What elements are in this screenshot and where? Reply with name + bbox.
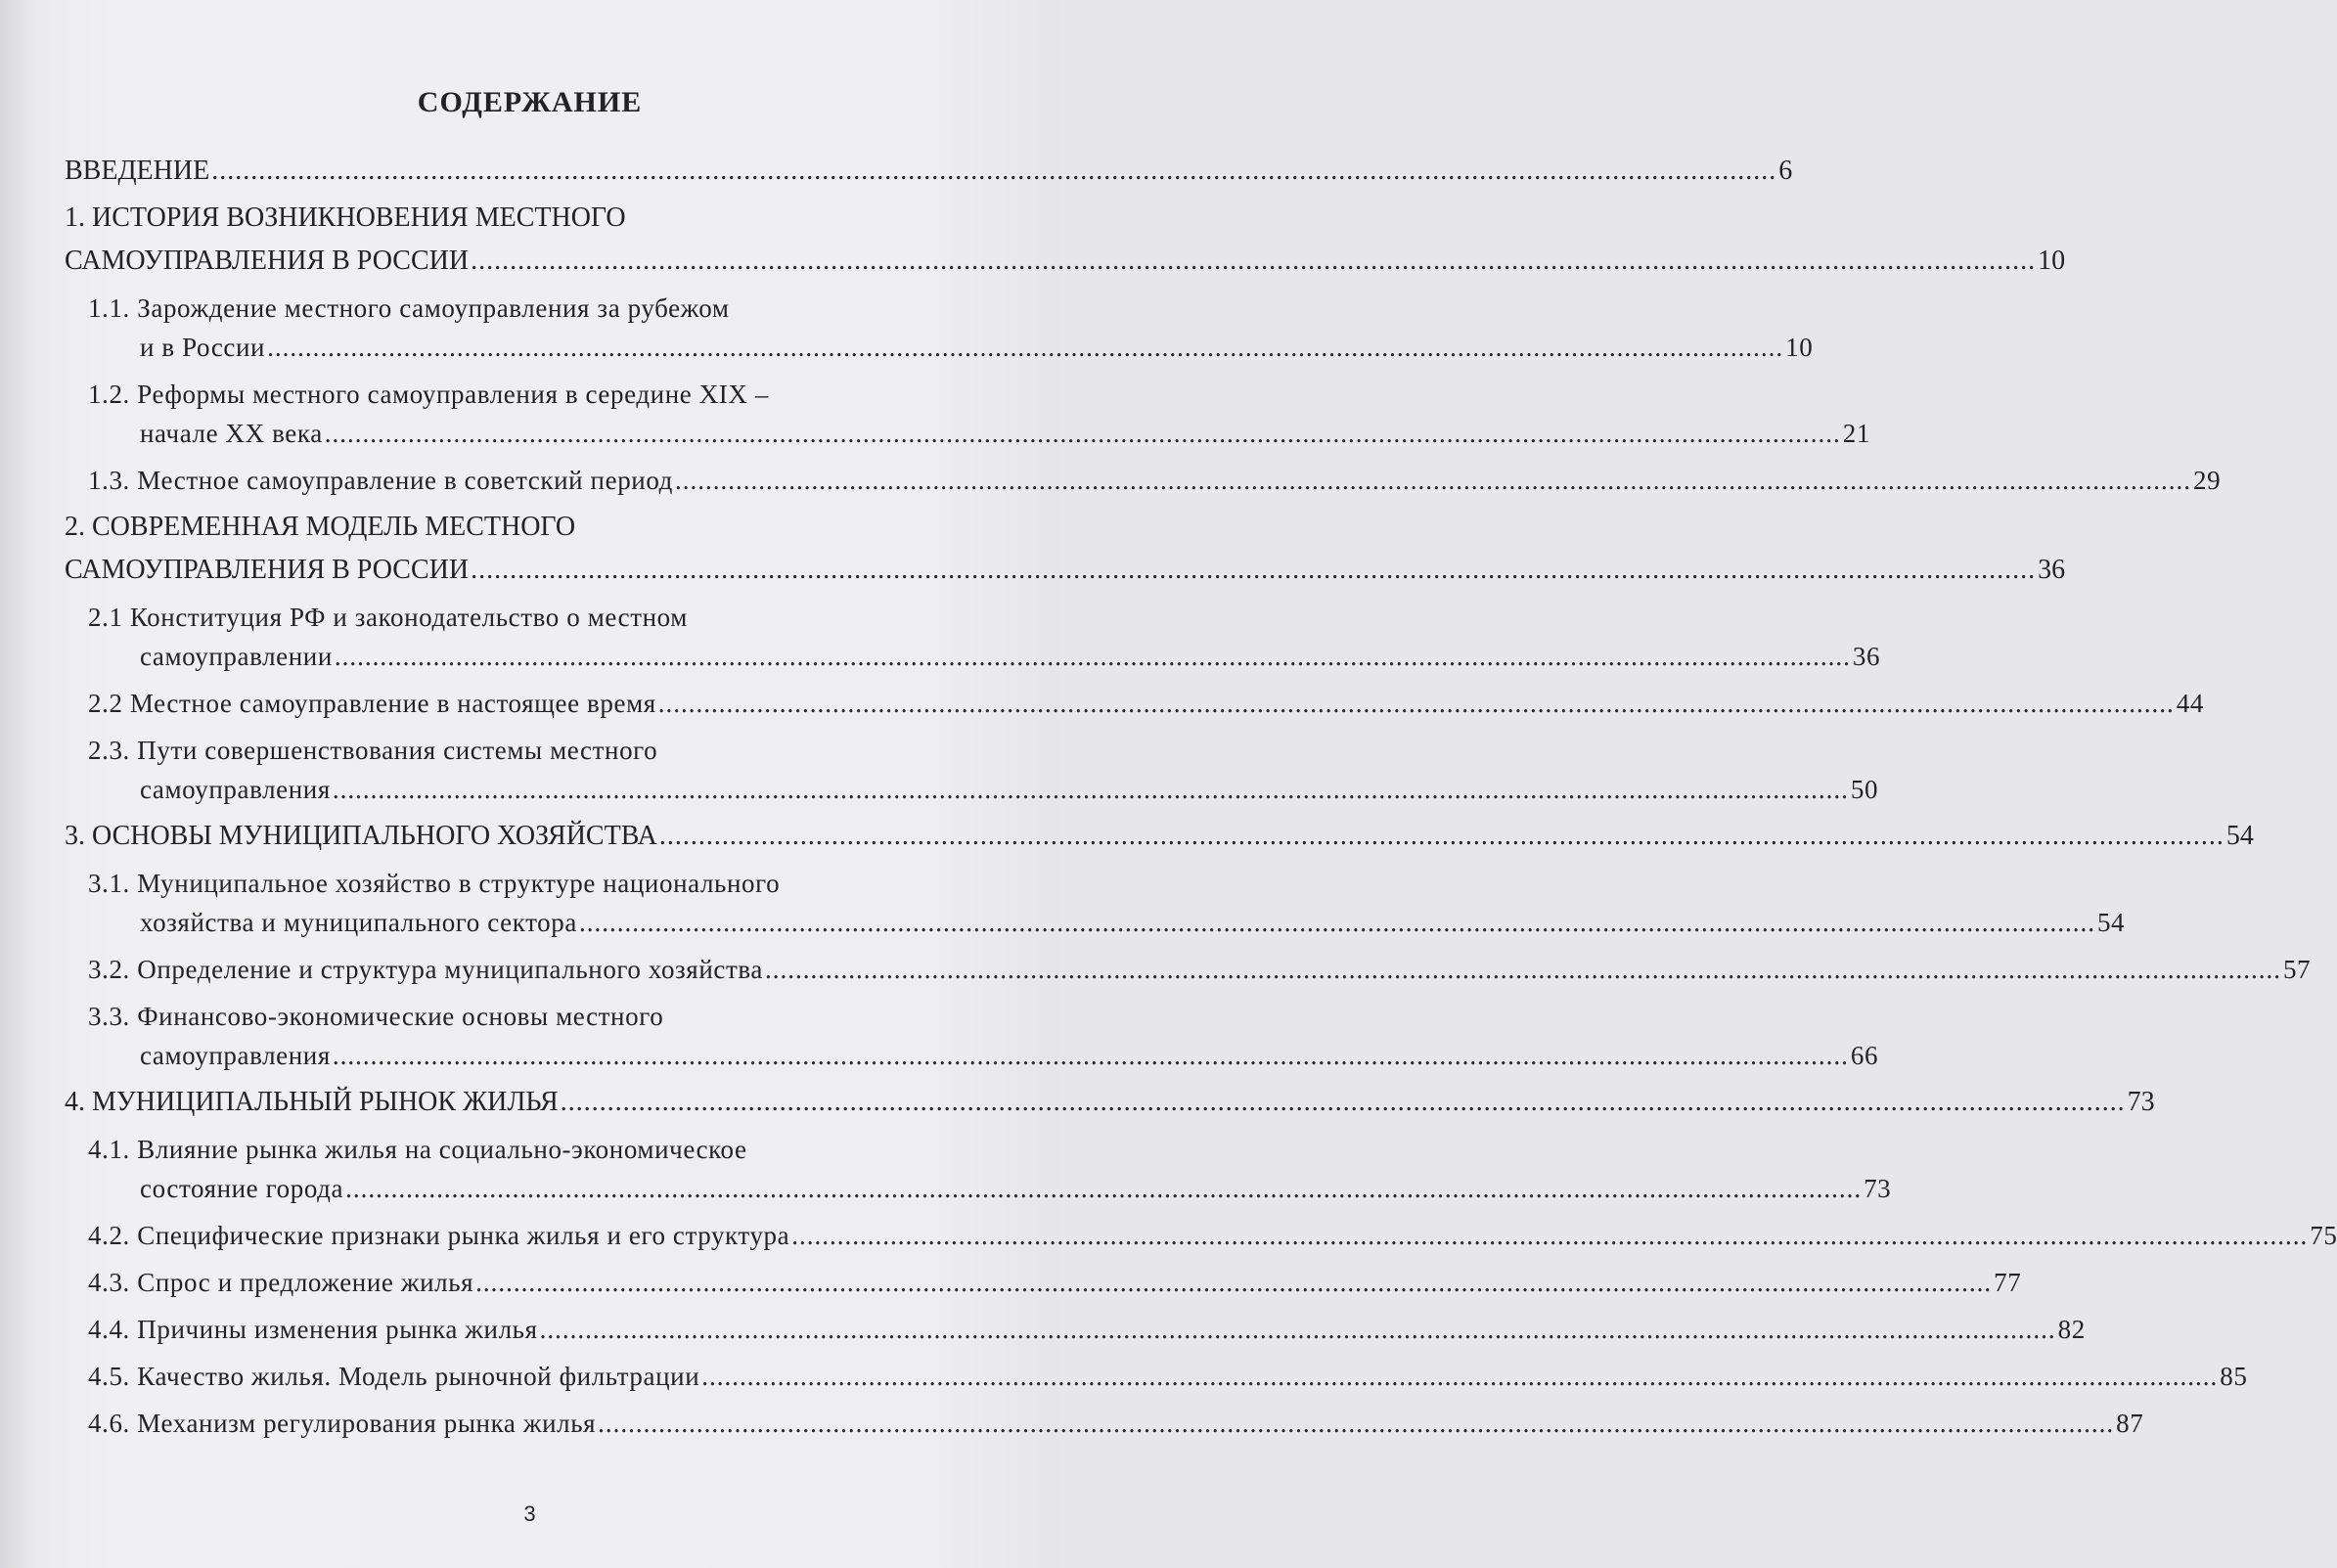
toc-entry-title: 1.1. Зарождение местного самоуправления за рубежом: [88, 293, 730, 323]
toc-dot-leader: ........................................................................................................................................................................................................: [324, 419, 1841, 448]
toc-entry-page: 54: [2096, 908, 2126, 937]
toc-dot-leader: ........................................................................................................................................................................................................: [658, 821, 2225, 851]
toc-entry-page: 50: [1850, 775, 1879, 804]
toc-entry-title: ВВЕДЕНИЕ: [65, 156, 210, 186]
toc-entry: [65, 246, 2066, 276]
toc-dot-leader: ........................................................................................................................................................................................................: [332, 775, 1849, 804]
toc-entry-title: 1.3. Местное самоуправление в советский период: [88, 466, 674, 495]
toc-entry: [88, 1002, 663, 1031]
toc-entry-page: 54: [2225, 821, 2254, 851]
toc-entry-title: 3.1. Муниципальное хозяйство в структуре национального: [88, 869, 781, 898]
toc-entry-title: САМОУПРАВЛЕНИЯ В РОССИИ: [65, 555, 470, 585]
toc-entry-title: 4.1. Влияние рынка жилья на социально-экономическое: [88, 1135, 747, 1164]
toc-entry: [88, 603, 688, 632]
toc-dot-leader: ........................................................................................................................................................................................................: [345, 1174, 1863, 1203]
toc-entry-page: 77: [1994, 1268, 2022, 1297]
toc-entry: [65, 513, 575, 542]
toc-dot-leader: ........................................................................................................................................................................................................: [332, 1041, 1849, 1070]
toc-entry: [88, 1409, 2144, 1438]
toc-entry: [88, 955, 2312, 984]
toc-entry: [88, 1315, 2086, 1344]
toc-entry-page: 85: [2220, 1362, 2248, 1391]
toc-dot-leader: ........................................................................................................................................................................................................: [267, 333, 1784, 362]
toc-entry: [140, 419, 1870, 448]
toc-entry-title: 4.6. Механизм регулирования рынка жилья: [88, 1409, 597, 1438]
toc-entry-title: 4.5. Качество жилья. Модель рыночной фильтрации: [88, 1362, 700, 1391]
toc-dot-leader: ........................................................................................................................................................................................................: [334, 642, 1851, 671]
toc-dot-leader: ........................................................................................................................................................................................................: [598, 1409, 2115, 1438]
toc-entry-title: 2.2 Местное самоуправление в настоящее время: [88, 689, 656, 718]
toc-entry-title: 2. СОВРЕМЕННАЯ МОДЕЛЬ МЕСТНОГО: [65, 512, 576, 542]
toc-entry-page: 73: [1864, 1174, 1892, 1203]
toc-entry-title: 4. МУНИЦИПАЛЬНЫЙ РЫНОК ЖИЛЬЯ: [65, 1087, 559, 1117]
toc-entry: [140, 333, 1814, 362]
toc-entry-title: 4.2. Специфические признаки рынка жилья и его структура: [88, 1221, 790, 1250]
toc-entry-title: состояние города: [140, 1174, 344, 1203]
toc-entry-title: 1. ИСТОРИЯ ВОЗНИКНОВЕНИЯ МЕСТНОГО: [65, 202, 626, 233]
toc-entry-page: 75: [2310, 1221, 2337, 1250]
toc-entry: [88, 869, 780, 898]
toc-entry: [88, 1135, 747, 1164]
toc-entry-title: 2.3. Пути совершенствования системы местного: [88, 736, 658, 765]
toc-dot-leader: ........................................................................................................................................................................................................: [675, 466, 2192, 495]
toc-entry-page: 10: [1785, 333, 1814, 362]
toc-entry-page: 66: [1850, 1041, 1879, 1070]
toc-entry: [140, 1174, 1892, 1203]
toc-entry-title: 3.3. Финансово-экономические основы местного: [88, 1002, 664, 1031]
toc-entry-page: 82: [2057, 1315, 2086, 1344]
toc-entry-page: 21: [1842, 419, 1870, 448]
toc-entry: [88, 1268, 2022, 1297]
toc-dot-leader: ........................................................................................................................................................................................................: [560, 1087, 2126, 1117]
toc-entry-title: САМОУПРАВЛЕНИЯ В РОССИИ: [65, 246, 470, 276]
toc-entry-title: самоуправления: [140, 775, 331, 804]
toc-entry-title: 1.2. Реформы местного самоуправления в середине XIX –: [88, 380, 769, 409]
toc-entry-title: самоуправления: [140, 1041, 331, 1070]
toc-entry-page: 10: [2038, 246, 2066, 276]
toc-entry-title: начале XX века: [140, 419, 323, 448]
toc-entry-page: 36: [1852, 642, 1881, 671]
toc-dot-leader: ........................................................................................................................................................................................................: [657, 689, 2175, 718]
toc-entry: [88, 293, 730, 323]
toc-dot-leader: ........................................................................................................................................................................................................: [791, 1221, 2309, 1250]
toc-entry: [140, 1041, 1879, 1070]
toc-entry-title: самоуправлении: [140, 642, 333, 671]
toc-entry-title: 4.4. Причины изменения рынка жилья: [88, 1315, 538, 1344]
toc-entry: [65, 1087, 2155, 1117]
toc-dot-leader: ........................................................................................................................................................................................................: [475, 1268, 1993, 1297]
toc-dot-leader: ........................................................................................................................................................................................................: [211, 156, 1777, 186]
toc-entry: [140, 908, 2126, 937]
toc-entry-title: 3.2. Определение и структура муниципального хозяйства: [88, 955, 763, 984]
toc-entry-title: и в России: [140, 333, 266, 362]
toc-entry: [65, 821, 2254, 851]
toc-entry: [65, 156, 1793, 186]
toc-entry-page: 87: [2116, 1409, 2144, 1438]
toc-entry: [140, 775, 1879, 804]
toc-entry: [88, 380, 769, 409]
toc-entry-title: хозяйства и муниципального сектора: [140, 908, 577, 937]
toc-heading: СОДЕРЖАНИЕ: [417, 86, 643, 118]
toc-entry: [65, 555, 2066, 585]
toc-entry: [88, 1362, 2248, 1391]
toc-dot-leader: ........................................................................................................................................................................................................: [471, 555, 2037, 585]
toc-entry-page: 6: [1778, 156, 1793, 186]
toc-entry: [65, 203, 626, 233]
toc-entry: [88, 689, 2204, 718]
toc-entry-page: 57: [2282, 955, 2312, 984]
toc-entry-title: 3. ОСНОВЫ МУНИЦИПАЛЬНОГО ХОЗЯЙСТВА: [65, 821, 657, 851]
toc-entry: [88, 466, 2222, 495]
toc-dot-leader: ........................................................................................................................................................................................................: [701, 1362, 2219, 1391]
toc-dot-leader: ........................................................................................................................................................................................................: [764, 955, 2281, 984]
toc-entry-page: 73: [2127, 1087, 2155, 1117]
toc-entry-page: 44: [2176, 689, 2204, 718]
toc-dot-leader: ........................................................................................................................................................................................................: [471, 246, 2037, 276]
toc-dot-leader: ........................................................................................................................................................................................................: [539, 1315, 2056, 1344]
toc-entry-page: 36: [2038, 555, 2066, 585]
toc-dot-leader: ........................................................................................................................................................................................................: [578, 908, 2095, 937]
toc-entry-page: 29: [2193, 466, 2222, 495]
toc-entry-title: 2.1 Конституция РФ и законодательство о местном: [88, 603, 688, 632]
page-number: 3: [523, 1501, 536, 1526]
toc-entry: [88, 736, 657, 765]
toc-entry-title: 4.3. Спрос и предложение жилья: [88, 1268, 474, 1297]
toc-entry: [140, 642, 1881, 671]
toc-entry: [88, 1221, 2337, 1250]
